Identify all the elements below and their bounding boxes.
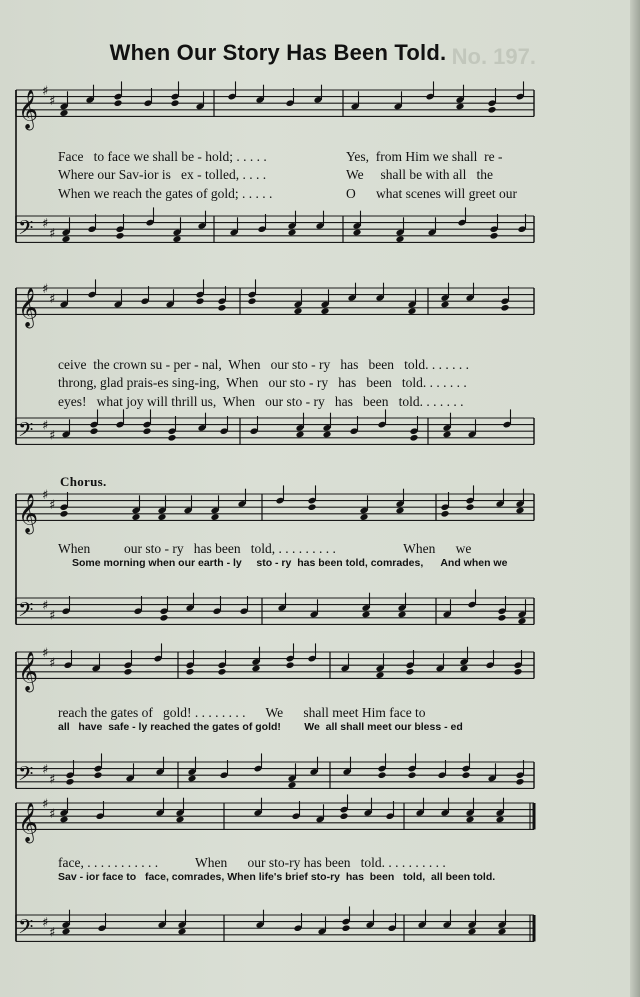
- note-head: [396, 507, 405, 515]
- sharp-sign: ♯: [49, 655, 56, 671]
- note-head: [396, 235, 405, 243]
- lyric-line: When our sto - ry has been told, . . . . . . . . . When we: [58, 541, 472, 556]
- lyric-line: throng, glad prais-es sing-ing, When our sto - ry has been told. . . . . . .: [58, 375, 467, 390]
- note-head: [60, 510, 69, 518]
- note-head: [498, 614, 507, 622]
- note-head: [62, 235, 71, 243]
- note-head: [498, 928, 507, 936]
- note-head: [408, 771, 417, 779]
- note-head: [176, 816, 185, 824]
- lyric-line: O what scenes will greet our: [346, 186, 517, 201]
- note-head: [518, 617, 527, 625]
- note-head: [114, 99, 123, 107]
- note-head: [66, 778, 75, 786]
- sharp-sign: ♯: [49, 226, 56, 242]
- note-head: [94, 771, 103, 779]
- sharp-sign: ♯: [42, 488, 49, 503]
- sharp-sign: ♯: [49, 925, 56, 941]
- note-head: [60, 109, 69, 117]
- verse-lyrics-1: [58, 150, 528, 210]
- sharp-sign: ♯: [42, 762, 49, 778]
- note-head: [362, 611, 371, 619]
- sharp-sign: ♯: [49, 497, 56, 513]
- sharp-sign: ♯: [49, 428, 56, 444]
- treble-clef: 𝄞: [18, 802, 39, 843]
- note-head: [466, 816, 475, 824]
- note-head: [516, 778, 525, 786]
- treble-clef: 𝄞: [18, 651, 39, 692]
- lyric-line: Yes, from Him we shall re -: [346, 149, 503, 164]
- sharp-sign: ♯: [49, 772, 56, 788]
- note-head: [456, 103, 465, 111]
- note-head: [62, 928, 71, 936]
- chorus-lyrics-1: [58, 542, 528, 572]
- note-head: [323, 431, 332, 439]
- note-head: [441, 301, 450, 309]
- note-head: [490, 232, 499, 240]
- note-head: [211, 513, 220, 521]
- note-head: [501, 304, 510, 312]
- note-head: [160, 614, 169, 622]
- lyric-line: Face to face we shall be - hold; . . . . .: [58, 149, 267, 164]
- note-head: [218, 304, 227, 312]
- note-head: [441, 510, 450, 518]
- note-head: [252, 665, 261, 673]
- note-head: [378, 771, 387, 779]
- note-head: [218, 668, 227, 676]
- ghost-hymn-number: No. 197.: [451, 44, 536, 69]
- chorus-label: Chorus.: [60, 474, 107, 489]
- treble-clef: 𝄞: [18, 89, 39, 130]
- lyric-line: eyes! what joy will thrill us, When our sto - ry has been told. . . . . . .: [58, 394, 464, 409]
- bass-clef: 𝄢: [18, 215, 34, 244]
- note-head: [376, 671, 385, 679]
- lyric-echo-line: all have safe - ly reached the gates of gold! We all shall meet our bless - ed: [58, 721, 463, 733]
- sharp-sign: ♯: [42, 598, 49, 614]
- note-head: [406, 668, 415, 676]
- note-head: [360, 513, 369, 521]
- note-head: [408, 307, 417, 315]
- note-head: [186, 668, 195, 676]
- verse-lyrics-2: [58, 358, 528, 418]
- note-head: [173, 235, 182, 243]
- note-head: [496, 816, 505, 824]
- sharp-sign: ♯: [42, 646, 49, 661]
- bass-clef: 𝄢: [18, 914, 34, 943]
- hymn-title: When Our Story Has Been Told.: [109, 40, 447, 65]
- sharp-sign: ♯: [42, 84, 49, 99]
- note-head: [171, 99, 180, 107]
- note-head: [321, 307, 330, 315]
- note-head: [143, 427, 152, 435]
- note-head: [158, 513, 167, 521]
- note-head: [288, 229, 297, 237]
- bass-clef: 𝄢: [18, 417, 34, 446]
- bass-clef: 𝄢: [18, 761, 34, 790]
- note-head: [308, 503, 317, 511]
- note-head: [462, 771, 471, 779]
- note-head: [288, 781, 297, 789]
- note-head: [488, 106, 497, 114]
- sharp-sign: ♯: [42, 915, 49, 931]
- lyric-line: reach the gates of gold! . . . . . . . . We shall meet Him face to: [58, 705, 426, 720]
- note-head: [178, 928, 187, 936]
- sharp-sign: ♯: [42, 216, 49, 232]
- note-head: [90, 427, 99, 435]
- treble-clef: 𝄞: [18, 287, 39, 328]
- note-head: [342, 924, 351, 932]
- bass-clef: 𝄢: [18, 597, 34, 626]
- sharp-sign: ♯: [49, 608, 56, 624]
- note-head: [296, 431, 305, 439]
- treble-clef: 𝄞: [18, 493, 39, 534]
- note-head: [460, 665, 469, 673]
- note-head: [248, 297, 257, 305]
- note-head: [443, 431, 452, 439]
- note-head: [398, 611, 407, 619]
- lyric-line: We shall be with all the: [346, 167, 494, 182]
- lyric-line: Where our Sav-ior is ex - tolled, . . . .: [58, 167, 267, 182]
- lyric-echo-line: Some morning when our earth - ly sto - ry has been told, comrades, And when we: [72, 557, 508, 569]
- note-head: [132, 513, 141, 521]
- note-head: [196, 297, 205, 305]
- lyric-line: ceive the crown su - per - nal, When our sto - ry has been told. . . . . . .: [58, 357, 470, 372]
- lyric-echo-line: Sav - ior face to face, comrades, When life's brief sto-ry has been told, all been told.: [58, 871, 496, 883]
- note-head: [468, 928, 477, 936]
- note-head: [516, 507, 525, 515]
- note-head: [60, 816, 69, 824]
- note-head: [116, 232, 125, 240]
- sharp-sign: ♯: [49, 291, 56, 307]
- note-head: [466, 503, 475, 511]
- lyric-line: When we reach the gates of gold; . . . . .: [58, 186, 273, 201]
- note-head: [514, 668, 523, 676]
- sharp-sign: ♯: [42, 418, 49, 434]
- chorus-lyrics-3: [58, 856, 528, 886]
- note-head: [410, 434, 419, 442]
- sharp-sign: ♯: [42, 282, 49, 297]
- chorus-lyrics-2: [58, 706, 528, 736]
- sharp-sign: ♯: [49, 93, 56, 109]
- sharp-sign: ♯: [42, 797, 49, 812]
- note-head: [286, 661, 295, 669]
- note-head: [353, 229, 362, 237]
- note-head: [188, 775, 197, 783]
- note-head: [168, 434, 177, 442]
- lyric-line: face, . . . . . . . . . . . When our sto-ry has been told. . . . . . . . . .: [58, 855, 446, 870]
- note-head: [124, 668, 133, 676]
- note-head: [294, 307, 303, 315]
- sharp-sign: ♯: [49, 806, 56, 822]
- note-head: [340, 812, 349, 820]
